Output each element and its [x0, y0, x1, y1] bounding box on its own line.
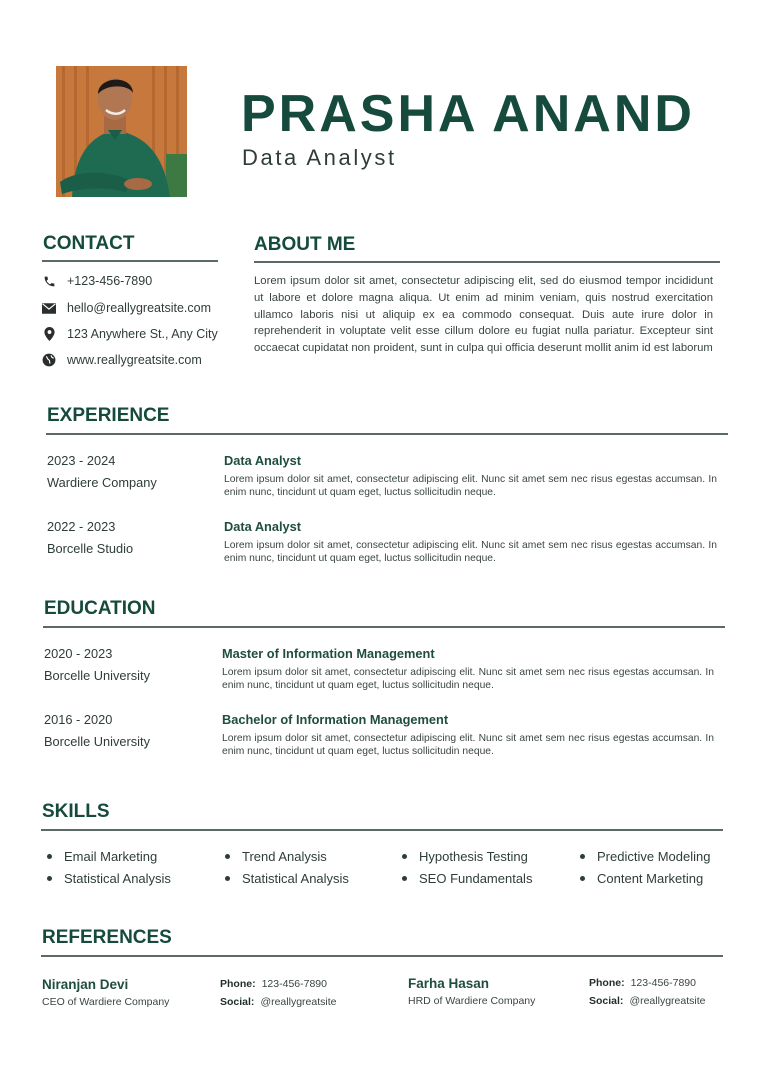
- about-heading: ABOUT ME: [254, 234, 356, 255]
- bullet-icon: [47, 854, 52, 859]
- phone-number[interactable]: +123-456-7890: [67, 274, 153, 288]
- skill-item: Statistical Analysis: [47, 871, 171, 886]
- experience-years: 2023 - 2024: [47, 453, 116, 468]
- reference-social-value: @reallygreatsite: [260, 996, 337, 1008]
- contact-email: [42, 299, 211, 317]
- phone-label: Phone:: [589, 977, 625, 989]
- skills-heading: SKILLS: [42, 801, 110, 822]
- about-divider: [254, 261, 720, 263]
- contact-heading: CONTACT: [43, 233, 135, 254]
- experience-position: Data Analyst: [224, 519, 302, 534]
- references-divider: [41, 955, 723, 957]
- reference-role: CEO of Wardiere Company: [42, 996, 170, 1008]
- experience-years: 2022 - 2023: [47, 519, 116, 534]
- bullet-icon: [225, 854, 230, 859]
- about-paragraph: Lorem ipsum dolor sit amet, consectetur adipiscing elit, sed do eiusmod tempor incididunt ut labore et dolore magna aliqua. Ut enim ad minim veniam, quis nostrud exercitation ullamco laboris nisi ut aliquip ex ea commodo consequat. Duis aute irure dolor in reprehenderit in voluptate velit esse cillum dolore eu fugiat nulla pariatur. Excepteur sint occaecat cupidatat non proident, sunt in culpa qui officia deserunt mollit anim id est laborum: [254, 275, 713, 355]
- skill-item: SEO Fundamentals: [402, 871, 532, 886]
- education-degree: Bachelor of Information Management: [222, 712, 449, 727]
- job-title: Data Analyst: [242, 145, 397, 170]
- bullet-icon: [47, 876, 52, 881]
- reference-phone: [589, 977, 696, 989]
- experience-description: Lorem ipsum dolor sit amet, consectetur adipiscing elit. Nunc sit amet sem nec risus egestas accumsan. In enim nunc, tincidunt ut quam eget, luctus sollicitudin neque.: [224, 540, 717, 565]
- skill-item: Statistical Analysis: [225, 871, 349, 886]
- candidate-name: PRASHA ANAND: [241, 85, 695, 143]
- website-link[interactable]: www.reallygreatsite.com: [67, 353, 202, 367]
- education-heading: EDUCATION: [44, 598, 156, 619]
- globe-icon: [42, 353, 56, 367]
- education-school: Borcelle University: [44, 668, 150, 683]
- reference-social: [220, 996, 336, 1008]
- contact-divider: [42, 260, 218, 262]
- reference-name: Farha Hasan: [408, 976, 490, 991]
- phone-icon: [42, 274, 56, 288]
- reference-social: [589, 995, 705, 1007]
- bullet-icon: [580, 854, 585, 859]
- skill-item: Predictive Modeling: [580, 849, 710, 864]
- experience-company: Borcelle Studio: [47, 541, 134, 556]
- skills-divider: [41, 829, 723, 831]
- contact-phone: [42, 272, 152, 290]
- education-description: Lorem ipsum dolor sit amet, consectetur adipiscing elit. Nunc sit amet sem nec risus egestas accumsan. In enim nunc, tincidunt ut quam eget, luctus sollicitudin neque.: [222, 733, 714, 758]
- email-address[interactable]: hello@reallygreatsite.com: [67, 301, 212, 315]
- experience-description: Lorem ipsum dolor sit amet, consectetur adipiscing elit. Nunc sit amet sem nec risus egestas accumsan. In enim nunc, tincidunt ut quam eget, luctus sollicitudin neque.: [224, 474, 717, 499]
- reference-name: Niranjan Devi: [42, 977, 129, 992]
- experience-position: Data Analyst: [224, 453, 302, 468]
- reference-phone-value: 123-456-7890: [261, 978, 327, 990]
- mail-icon: [42, 301, 56, 315]
- reference-phone-value: 123-456-7890: [630, 977, 696, 989]
- social-label: Social:: [220, 996, 255, 1008]
- education-description: Lorem ipsum dolor sit amet, consectetur adipiscing elit. Nunc sit amet sem nec risus egestas accumsan. In enim nunc, tincidunt ut quam eget, luctus sollicitudin neque.: [222, 667, 714, 692]
- location-pin-icon: [42, 327, 56, 341]
- bullet-icon: [402, 854, 407, 859]
- skill-item: Trend Analysis: [225, 849, 327, 864]
- phone-label: Phone:: [220, 978, 256, 990]
- education-years: 2016 - 2020: [44, 712, 113, 727]
- education-divider: [43, 626, 725, 628]
- reference-social-value: @reallygreatsite: [629, 995, 706, 1007]
- reference-role: HRD of Wardiere Company: [408, 995, 536, 1007]
- education-years: 2020 - 2023: [44, 646, 113, 661]
- bullet-icon: [225, 876, 230, 881]
- contact-website: [42, 351, 202, 369]
- experience-divider: [46, 433, 728, 435]
- experience-company: Wardiere Company: [47, 475, 157, 490]
- experience-heading: EXPERIENCE: [47, 405, 170, 426]
- contact-address: [42, 325, 218, 343]
- profile-photo: [56, 66, 187, 197]
- skill-item: Email Marketing: [47, 849, 157, 864]
- bullet-icon: [580, 876, 585, 881]
- address: 123 Anywhere St., Any City: [67, 327, 218, 341]
- skill-item: Content Marketing: [580, 871, 703, 886]
- education-school: Borcelle University: [44, 734, 150, 749]
- bullet-icon: [402, 876, 407, 881]
- education-degree: Master of Information Management: [222, 646, 435, 661]
- social-label: Social:: [589, 995, 624, 1007]
- references-heading: REFERENCES: [42, 927, 172, 948]
- reference-phone: [220, 978, 327, 990]
- skill-item: Hypothesis Testing: [402, 849, 528, 864]
